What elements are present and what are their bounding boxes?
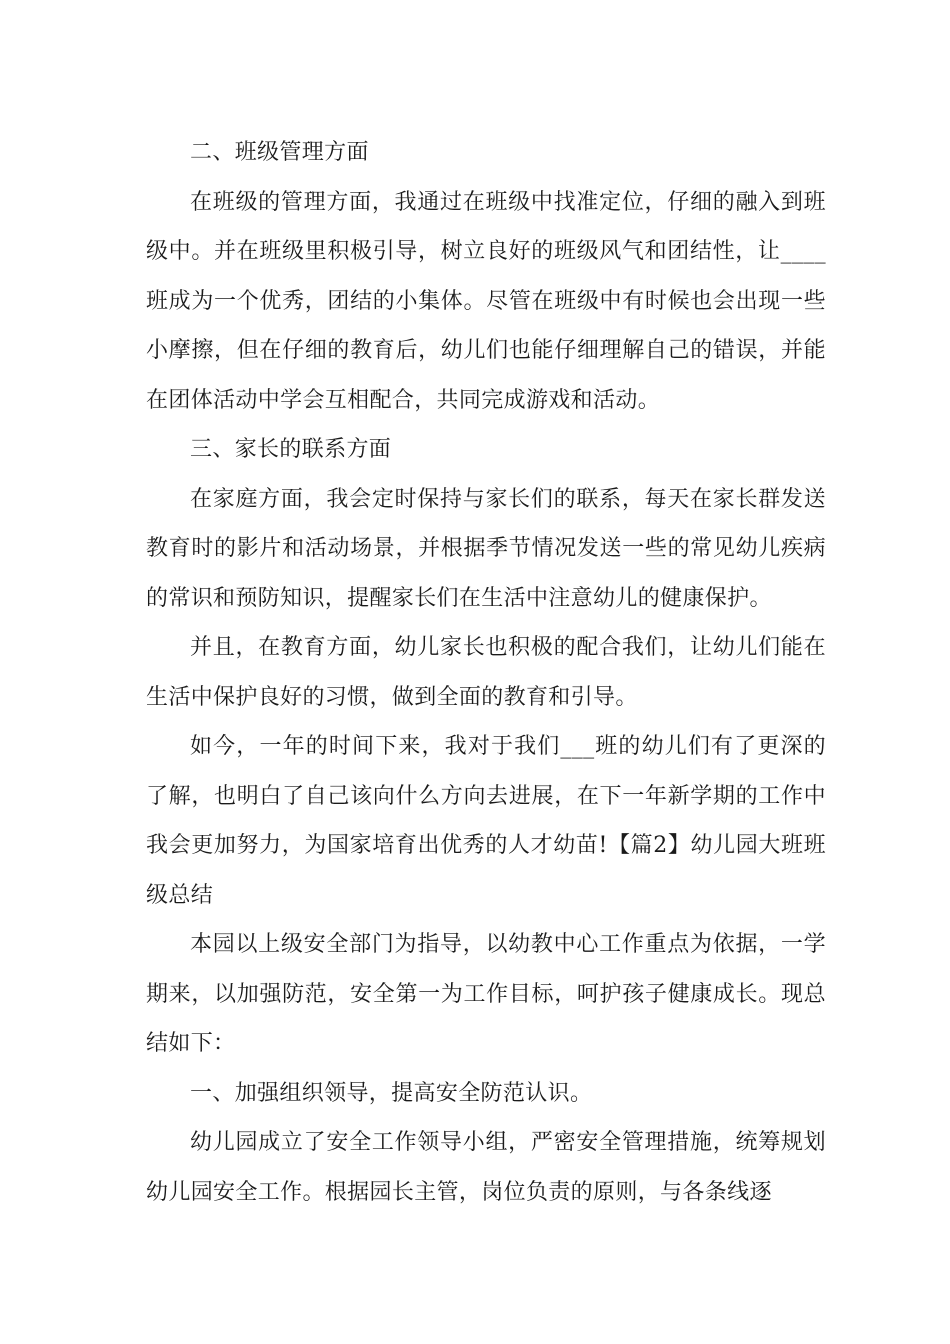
section-heading-parent-contact: 三、家长的联系方面: [190, 437, 392, 462]
document-body: [146, 128, 826, 1217]
paragraph-class-management: 在班级的管理方面，我通过在班级中找准定位，仔细的融入到班级中。并在班级里积极引导，树立良好的班级风气和团结性，让____班成为一个优秀，团结的小集体。尽管在班级中有时候也会出现一些小摩擦，但在仔细的教育后，幼儿们也能仔细理解自己的错误，并能在团体活动中学会互相配合，共同完成游戏和活动。: [146, 189, 826, 413]
paragraph-safety-intro: 本园以上级安全部门为指导，以幼教中心工作重点为依据，一学期来，以加强防范，安全第一为工作目标，呵护孩子健康成长。现总结如下：: [146, 932, 826, 1056]
paragraph-year-summary: 如今，一年的时间下来，我对于我们___班的幼儿们有了更深的了解，也明白了自己该向什么方向去进展，在下一年新学期的工作中我会更加努力，为国家培育出优秀的人才幼苗!【篇2】幼儿园大班班级总结: [146, 734, 826, 908]
section-heading-organization: 一、加强组织领导，提高安全防范认识。: [190, 1080, 593, 1106]
paragraph-parent-cooperation: 并且，在教育方面，幼儿家长也积极的配合我们，让幼儿们能在生活中保护良好的习惯，做到全面的教育和引导。: [146, 635, 826, 710]
section-heading-class-management: 二、班级管理方面: [190, 140, 369, 165]
paragraph-safety-group: 幼儿园成立了安全工作领导小组，严密安全管理措施，统筹规划幼儿园安全工作。根据园长主管，岗位负责的原则，与各条线逐: [146, 1130, 826, 1205]
paragraph-family-contact: 在家庭方面，我会定时保持与家长们的联系，每天在家长群发送教育时的影片和活动场景，并根据季节情况发送一些的常见幼儿疾病的常识和预防知识，提醒家长们在生活中注意幼儿的健康保护。: [146, 486, 826, 611]
